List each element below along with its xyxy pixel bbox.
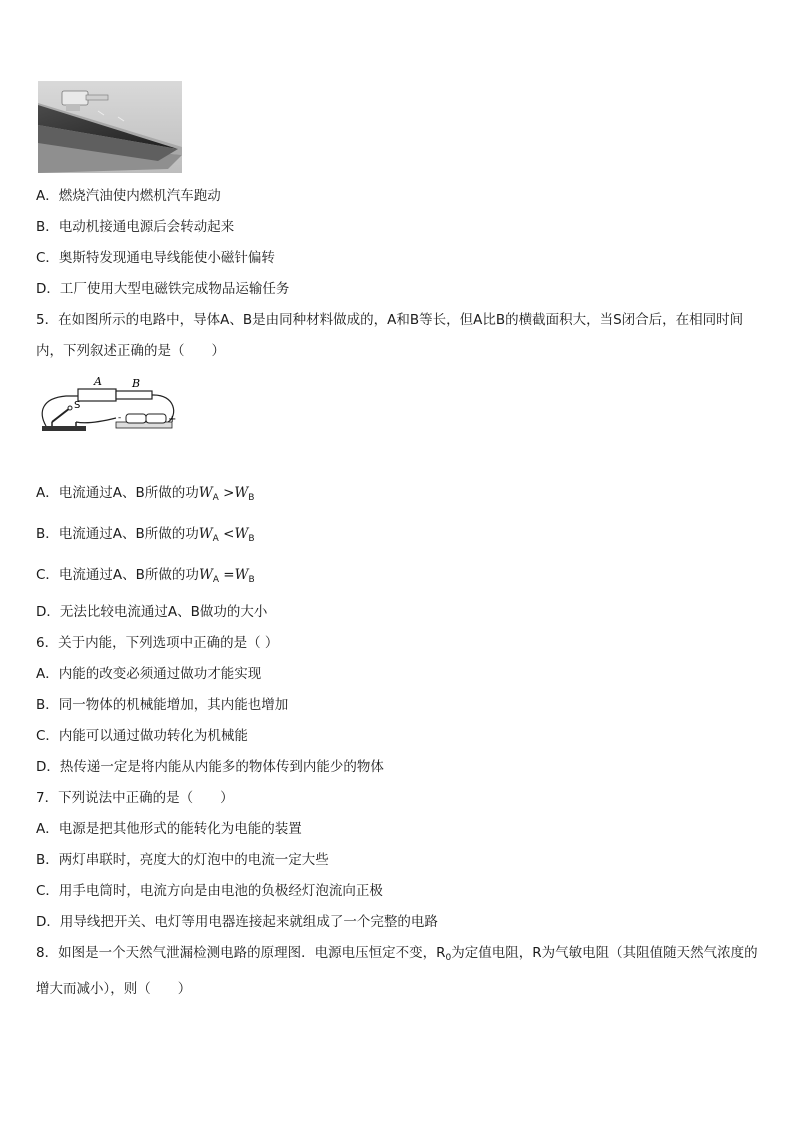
q7-option-d: D．用导线把开关、电灯等用电器连接起来就组成了一个完整的电路 [36, 914, 438, 930]
question-5-stem: 5．在如图所示的电路中，导体A、B是由同种材料做成的，A和B等长，但A比B的横截面积大，当S闭合后，在相同时间内，下列叙述正确的是（ ） [36, 312, 744, 359]
q7-option-b: B．两灯串联时，亮度大的灯泡中的电流一定大些 [36, 852, 329, 868]
q7-option-c: C．用手电筒时，电流方向是由电池的负极经灯泡流向正极 [36, 883, 383, 899]
question-8-stem: 8．如图是一个天然气泄漏检测电路的原理图．电源电压恒定不变，$R_0$为定值电阻，R为气敏电阻（其阻值随天然气浓度的增大而减小），则（ ） [36, 945, 758, 997]
q5-option-d: D．无法比较电流通过A、B做功的大小 [36, 604, 268, 620]
q4-option-c: C．奥斯特发现通电导线能使小磁针偏转 [36, 250, 275, 266]
q5-option-c: C．电流通过A、B所做的功$W_A =W_B$ [36, 567, 255, 585]
q7-option-a: A．电源是把其他形式的能转化为电能的装置 [36, 821, 302, 837]
q5-option-b: B．电流通过A、B所做的功$W_A <W_B$ [36, 526, 255, 544]
q6-option-c: C．内能可以通过做功转化为机械能 [36, 728, 248, 744]
question-7-stem: 7．下列说法中正确的是（ ） [36, 790, 234, 806]
switch-lever [52, 408, 70, 422]
label-minus: - [118, 413, 122, 423]
question-6-stem: 6．关于内能，下列选项中正确的是（ ） [36, 635, 279, 651]
q6-option-d: D．热传递一定是将内能从内能多的物体传到内能少的物体 [36, 759, 384, 775]
q4-option-d: D．工厂使用大型电磁铁完成物品运输任务 [36, 281, 290, 297]
conductor-a [78, 389, 116, 401]
q6-option-b: B．同一物体的机械能增加，其内能也增加 [36, 697, 289, 713]
q4-option-b: B．电动机接通电源后会转动起来 [36, 219, 235, 235]
label-s: S [74, 400, 81, 411]
label-plus: + [168, 414, 177, 425]
circuit-diagram [36, 372, 186, 438]
conductor-b [116, 391, 152, 399]
label-a: A [94, 375, 102, 388]
switch-base [42, 426, 86, 431]
q4-option-a: A．燃烧汽油使内燃机汽车跑动 [36, 188, 221, 204]
q5-option-a: A．电流通过A、B所做的功$W_A >W_B$ [36, 485, 255, 503]
label-b: B [132, 377, 141, 390]
q6-option-a: A．内能的改变必须通过做功才能实现 [36, 666, 262, 682]
electromagnetic-gun-photo [38, 81, 182, 173]
